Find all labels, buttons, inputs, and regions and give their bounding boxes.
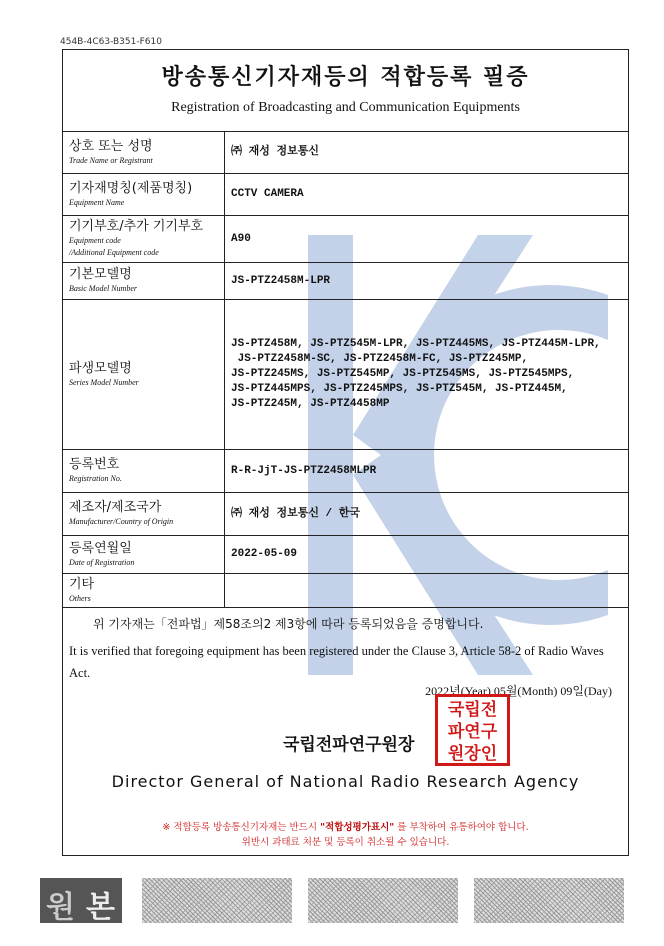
equipment-name-value: CCTV CAMERA — [225, 174, 629, 216]
issue-date: 2022년(Year) 05월(Month) 09일(Day) — [425, 684, 612, 698]
label-cell: 제조자/제조국가 Manufacturer/Country of Origin — [63, 493, 225, 536]
table-row — [63, 536, 628, 574]
label-cell: 기자재명칭(제품명칭) Equipment Name — [63, 174, 225, 216]
label-cell: 상호 또는 성명 Trade Name or Registrant — [63, 132, 225, 174]
title-korean: 방송통신기자재등의 적합등록 필증 — [161, 65, 530, 90]
security-pattern — [142, 878, 292, 923]
label-cell: 기기부호/추가 기기부호 Equipment code /Additional Equipment code — [63, 216, 225, 263]
statement-english: It is verified that foregoing equipment has been registered under the Clause 3, Article 58-2 of Radio Waves Act. — [69, 644, 604, 680]
label-cell: 등록연월일 Date of Registration — [63, 536, 225, 574]
others-value — [225, 574, 629, 608]
registration-date-value: 2022-05-09 — [225, 536, 629, 574]
equipment-code-value: A90 — [225, 216, 629, 263]
certification-statement — [63, 615, 628, 684]
security-pattern — [308, 878, 458, 923]
security-pattern — [474, 878, 624, 923]
table-row — [63, 574, 628, 608]
trade-name-value: ㈜ 재성 정보통신 — [225, 132, 629, 174]
label-cell: 등록번호 Registration No. — [63, 450, 225, 493]
manufacturer-value: ㈜ 재성 정보통신 / 한국 — [225, 493, 629, 536]
official-seal: 국립전 파연구 원장인 — [435, 694, 510, 766]
label-cell: 기타 Others — [63, 574, 225, 608]
director-title-english: Director General of National Radio Research Agency — [111, 772, 580, 791]
certificate-frame — [62, 49, 629, 856]
basic-model-value: JS-PTZ2458M-LPR — [225, 263, 629, 300]
security-pattern-strip — [40, 878, 630, 923]
original-mark: 원 본 — [40, 878, 122, 923]
table-row — [63, 216, 628, 263]
registration-table — [63, 131, 628, 608]
table-row — [63, 300, 628, 450]
statement-korean: 위 기자재는「전파법」제58조의2 제3항에 따라 등록되었음을 증명합니다. — [93, 617, 484, 631]
registration-no-value: R-R-JjT-JS-PTZ2458MLPR — [225, 450, 629, 493]
table-row — [63, 174, 628, 216]
label-cell: 기본모델명 Basic Model Number — [63, 263, 225, 300]
series-model-value: JS-PTZ458M, JS-PTZ545M-LPR, JS-PTZ445MS, JS-PTZ445M-LPR, JS-PTZ2458M-SC, JS-PTZ2458M-FC, JS-PTZ245MP, JS-PTZ245MS, JS-PTZ545MP, JS-PTZ545MS, JS-PTZ545MPS, JS-PTZ445MPS, JS-PTZ245MPS, JS-PTZ545M, JS-PTZ445M, JS-PTZ245M, JS-PTZ4458MP — [225, 300, 629, 450]
warning-notice: ※ 적합등록 방송통신기자재는 반드시 "적합성평가표시" 를 부착하여 유통하여야 합니다. 위반시 과태료 처분 및 등록이 취소될 수 있습니다. — [162, 822, 529, 848]
title-english: Registration of Broadcasting and Communication Equipments — [171, 100, 520, 115]
signer-title: 국립전파연구원장 — [283, 735, 415, 755]
table-row — [63, 493, 628, 536]
label-cell: 파생모델명 Series Model Number — [63, 300, 225, 450]
table-row — [63, 263, 628, 300]
table-row — [63, 450, 628, 493]
document-id: 454B-4C63-B351-F610 — [60, 37, 162, 47]
table-row — [63, 132, 628, 174]
